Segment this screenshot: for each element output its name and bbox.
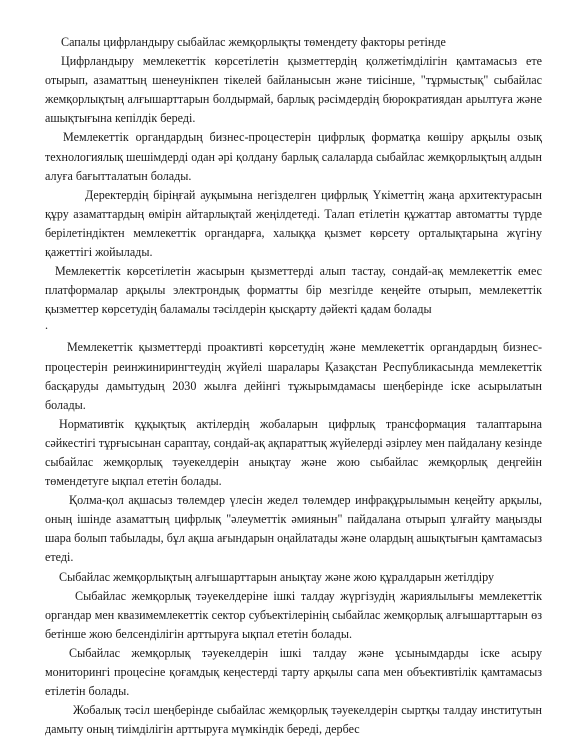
paragraph-hidden-services: Мемлекеттік көрсетілетін жасырын қызметтерді алып тастау, сондай-ақ мемлекеттік емес платформалар арқылы электрондық форматты бір мезгілде кеңейте отырып, мемлекеттік қызметтер көрсетудің баламалы тәсілдерін қысқарту дәйекті қадам болады	[45, 264, 542, 317]
paragraph-cashless-payments: Қолма-қол ақшасыз төлемдер үлесін жедел төлемдер инфрақұрылымын кеңейту арқылы, оның ішінде азаматтың цифрлық "әлеуметтік әмиянын" пайдалана отырып ұлғайту маңызды шара болып табылады, бұл ақша ағындарын оңайлатады және олардың ашықтығын қамтамасыз етеді.	[45, 493, 542, 565]
paragraph-legal-acts-expertise: Нормативтік құқықтық актілердің жобаларын цифрлық трансформация талаптарына сәйкестігі тұрғысынан сараптау, сондай-ақ ақпараттық жүйелерді әзірлеу мен пайдалану кезінде сыбайлас жемқорлық тәуекелдерін анықтау және жою сыбайлас жемқорлық деңгейін төмендетуге ықпал ететін болады.	[45, 416, 542, 489]
paragraph-business-processes: Мемлекеттік органдардың бизнес-процестерін цифрлық форматқа көшіру арқылы озық технологиялық шешімдерді одан әрі қолдану барлық салаларда сыбайлас жемқорлықтың алдын алуға бағытталатын болады.	[45, 130, 542, 183]
section-title: Сапалы цифрландыру сыбайлас жемқорлықты төмендету факторы ретінде	[61, 35, 446, 49]
paragraph-external-analysis: Жобалық тәсіл шеңберінде сыбайлас жемқорлық тәуекелдерін сыртқы талдау институтын дамыту оның тиімділігін арттыруға мүмкіндік береді, дербес	[45, 703, 542, 737]
paragraph-proactive-services: Мемлекеттік қызметтерді проактивті көрсетудің және мемлекеттік органдардың бизнес-процестерін реинжинирингтеудің жүйелі шаралары Қазақстан Республикасында мемлекеттік басқаруды дамытудың 2030 жылға дейінгі тұжырымдамасы шеңберінде іске асырылатын болады.	[45, 340, 542, 412]
paragraph-public-councils: Сыбайлас жемқорлық тәуекелдерін ішкі талдау және ұсынымдарды іске асыру мониторингі процесіне қоғамдық кеңестерді тарту арқылы сапа мен объективтілік қамтамасыз етілетін болады.	[45, 645, 542, 699]
paragraph-digital-government: Деректердің біріңғай ауқымына негізделген цифрлық Үкіметтің жаңа архитектурасын құру азаматтардың өмірін айтарлықтай жеңілдетеді. Талап етілетін құжаттар автоматты түрде берілетіндіктен мемлекеттік органдарға, халыққа қызмет көрсету орталықтарына жүгіну қажеттігі жойылады.	[45, 187, 542, 260]
stray-period: .	[45, 318, 49, 333]
paragraph-internal-analysis-publicity: Сыбайлас жемқорлық тәуекелдеріне ішкі талдау жүргізудің жариялылығы мемлекеттік органдар мен квазимемлекеттік сектор субъектілерінің сыбайлас жемқорлық алғышарттарын өз бетінше жою белсенділігін арттыруға ықпал ететін болады.	[45, 588, 542, 641]
subheading-tools: Сыбайлас жемқорлықтың алғышарттарын анықтау және жою құралдарын жетілдіру	[59, 569, 495, 584]
paragraph-digitalization-guarantee: Цифрландыру мемлекеттік көрсетілетін қызметтердің қолжетімділігін қамтамасыз ете отырып, азаматтың шенеунікпен тікелей байланысын және тиісінше, "тұрмыстық" сыбайлас жемқорлықтың алғышарттарын болдырмай, барлық рәсімдердің бюрократиядан арылтуға және ашықтығына кепілдік береді.	[45, 54, 542, 126]
